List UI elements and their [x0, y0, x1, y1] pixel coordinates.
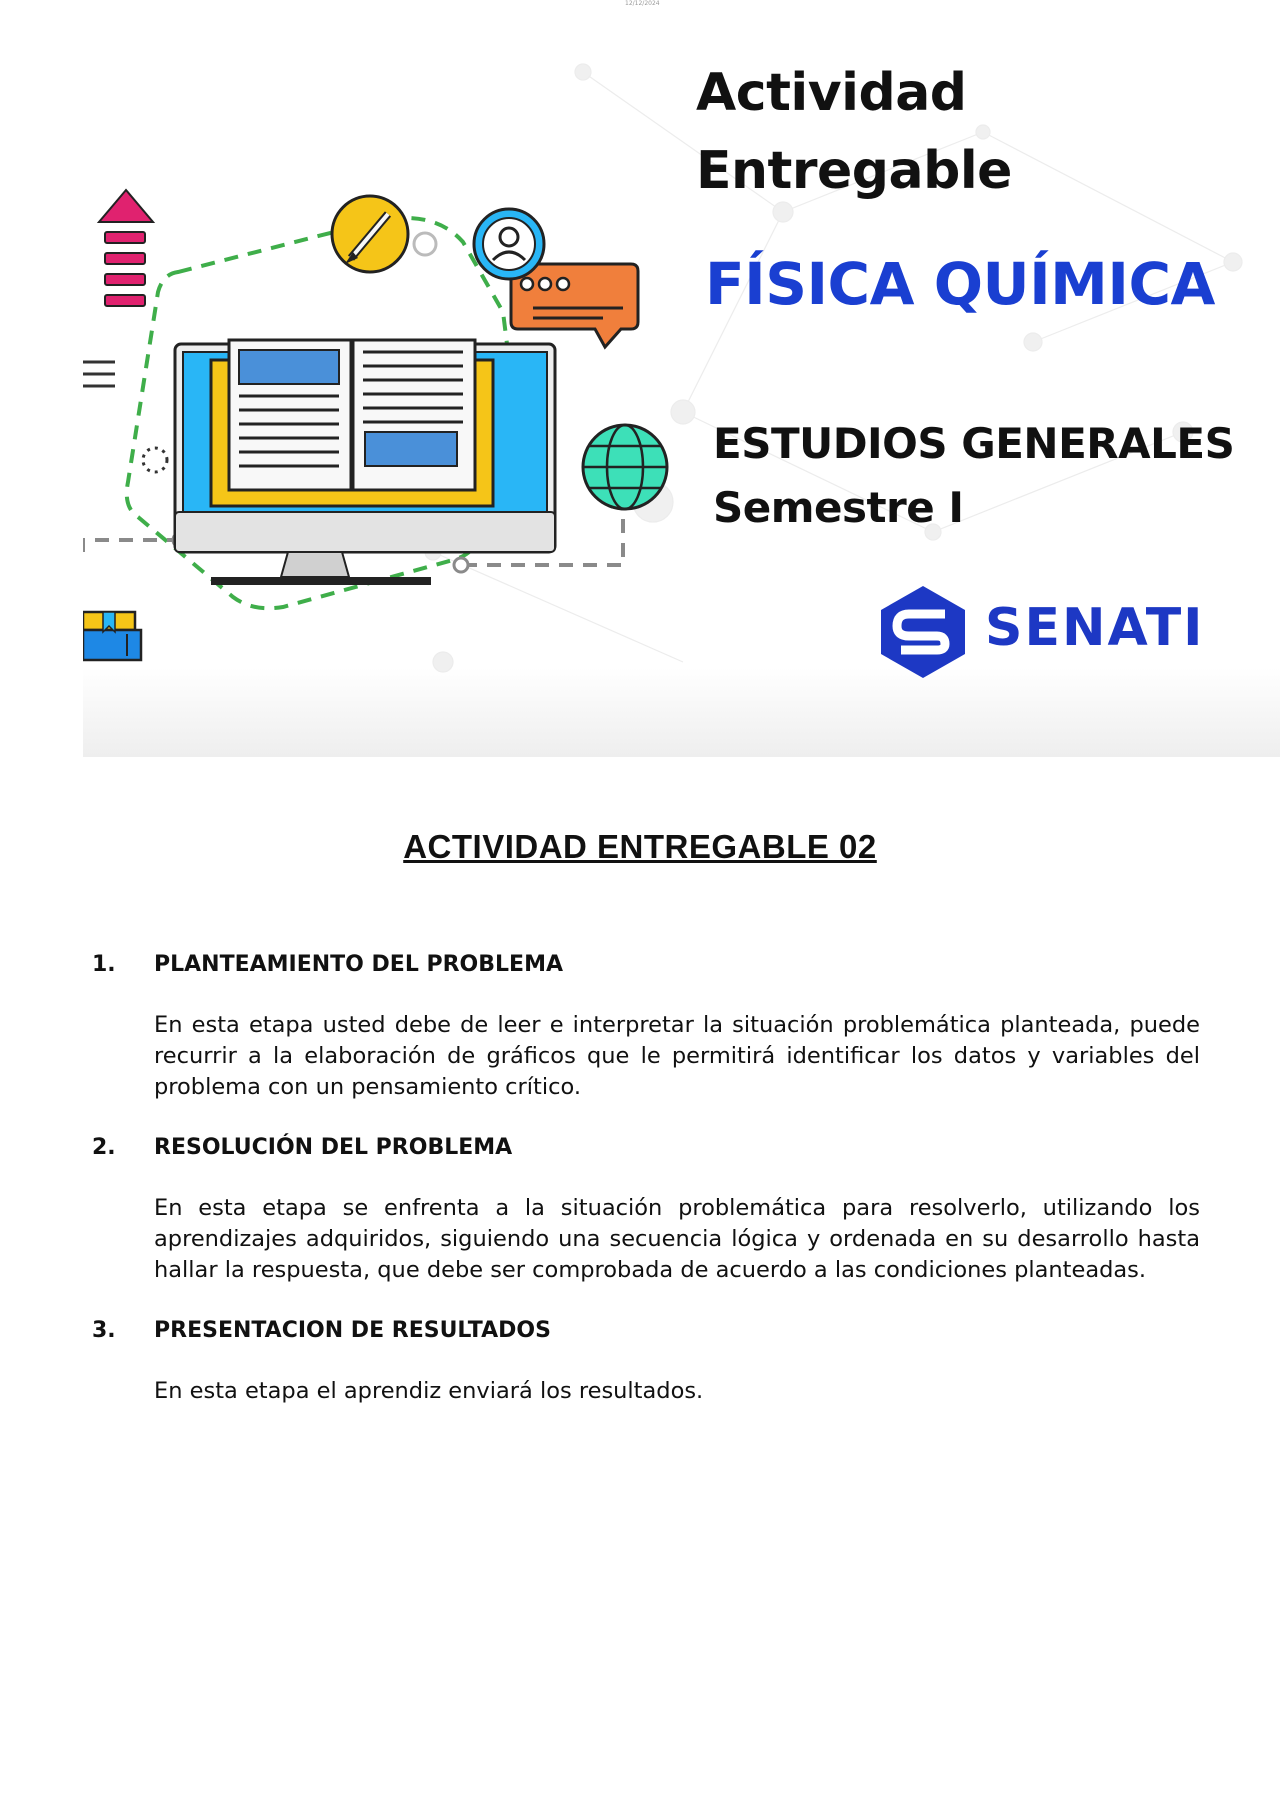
section-body: En esta etapa usted debe de leer e interpretar la situación problemática planteada, puede recurrir a la elaboración de gráficos que le permitirá identificar los datos y variables del problema con un pensamiento crítico. [154, 1012, 1200, 1100]
section-item [92, 950, 1200, 1103]
section-item [92, 1316, 1200, 1407]
connector-line [83, 540, 178, 552]
section-body: En esta etapa el aprendiz enviará los resultados. [154, 1378, 704, 1404]
section-title: PLANTEAMIENTO DEL PROBLEMA [154, 952, 563, 977]
senati-logo [873, 584, 1203, 680]
document-heading: ACTIVIDAD ENTREGABLE 02 [403, 828, 877, 865]
semester: Semestre I [713, 483, 964, 532]
open-book-icon [211, 340, 493, 506]
section-header [92, 950, 1200, 980]
cover-banner [83, 12, 1280, 757]
section-item [92, 1133, 1200, 1286]
pen-icon [332, 196, 408, 272]
user-icon [474, 209, 544, 279]
program-block [713, 412, 1234, 540]
senati-logo-text: SENATI [985, 598, 1205, 658]
section-number: 2. [92, 1135, 116, 1160]
loading-icon [143, 448, 167, 472]
cover-title-line: Actividad [696, 63, 967, 123]
section-header [92, 1133, 1200, 1163]
senati-logo-mark-icon [873, 584, 973, 680]
menu-icon [83, 362, 115, 386]
books-icon [83, 612, 141, 660]
globe-icon [583, 425, 667, 509]
section-number: 1. [92, 952, 116, 977]
section-body: En esta etapa se enfrenta a la situación problemática para resolverlo, utilizando los aprendizajes adquiridos, siguiendo una secuencia lógica y ordenada en su desarrollo hasta hallar la respuesta, que debe ser comprobada de acuerdo a las condiciones planteadas. [154, 1195, 1200, 1283]
more-dots-icon [521, 278, 569, 290]
chat-bubble-icon [511, 264, 638, 347]
course-title: FÍSICA QUÍMICA [705, 250, 1215, 318]
section-number: 3. [92, 1318, 116, 1343]
section-header [92, 1316, 1200, 1346]
upload-arrow-icon [99, 190, 153, 306]
cover-title-line: Entregable [696, 141, 1012, 201]
cover-title [696, 54, 1012, 210]
program-name: ESTUDIOS GENERALES [713, 419, 1235, 468]
section-title: RESOLUCIÓN DEL PROBLEMA [154, 1135, 513, 1160]
sections-list [92, 950, 1200, 1437]
page-top-marker: 12/12/2024 [625, 0, 660, 7]
section-title: PRESENTACION DE RESULTADOS [154, 1318, 551, 1343]
